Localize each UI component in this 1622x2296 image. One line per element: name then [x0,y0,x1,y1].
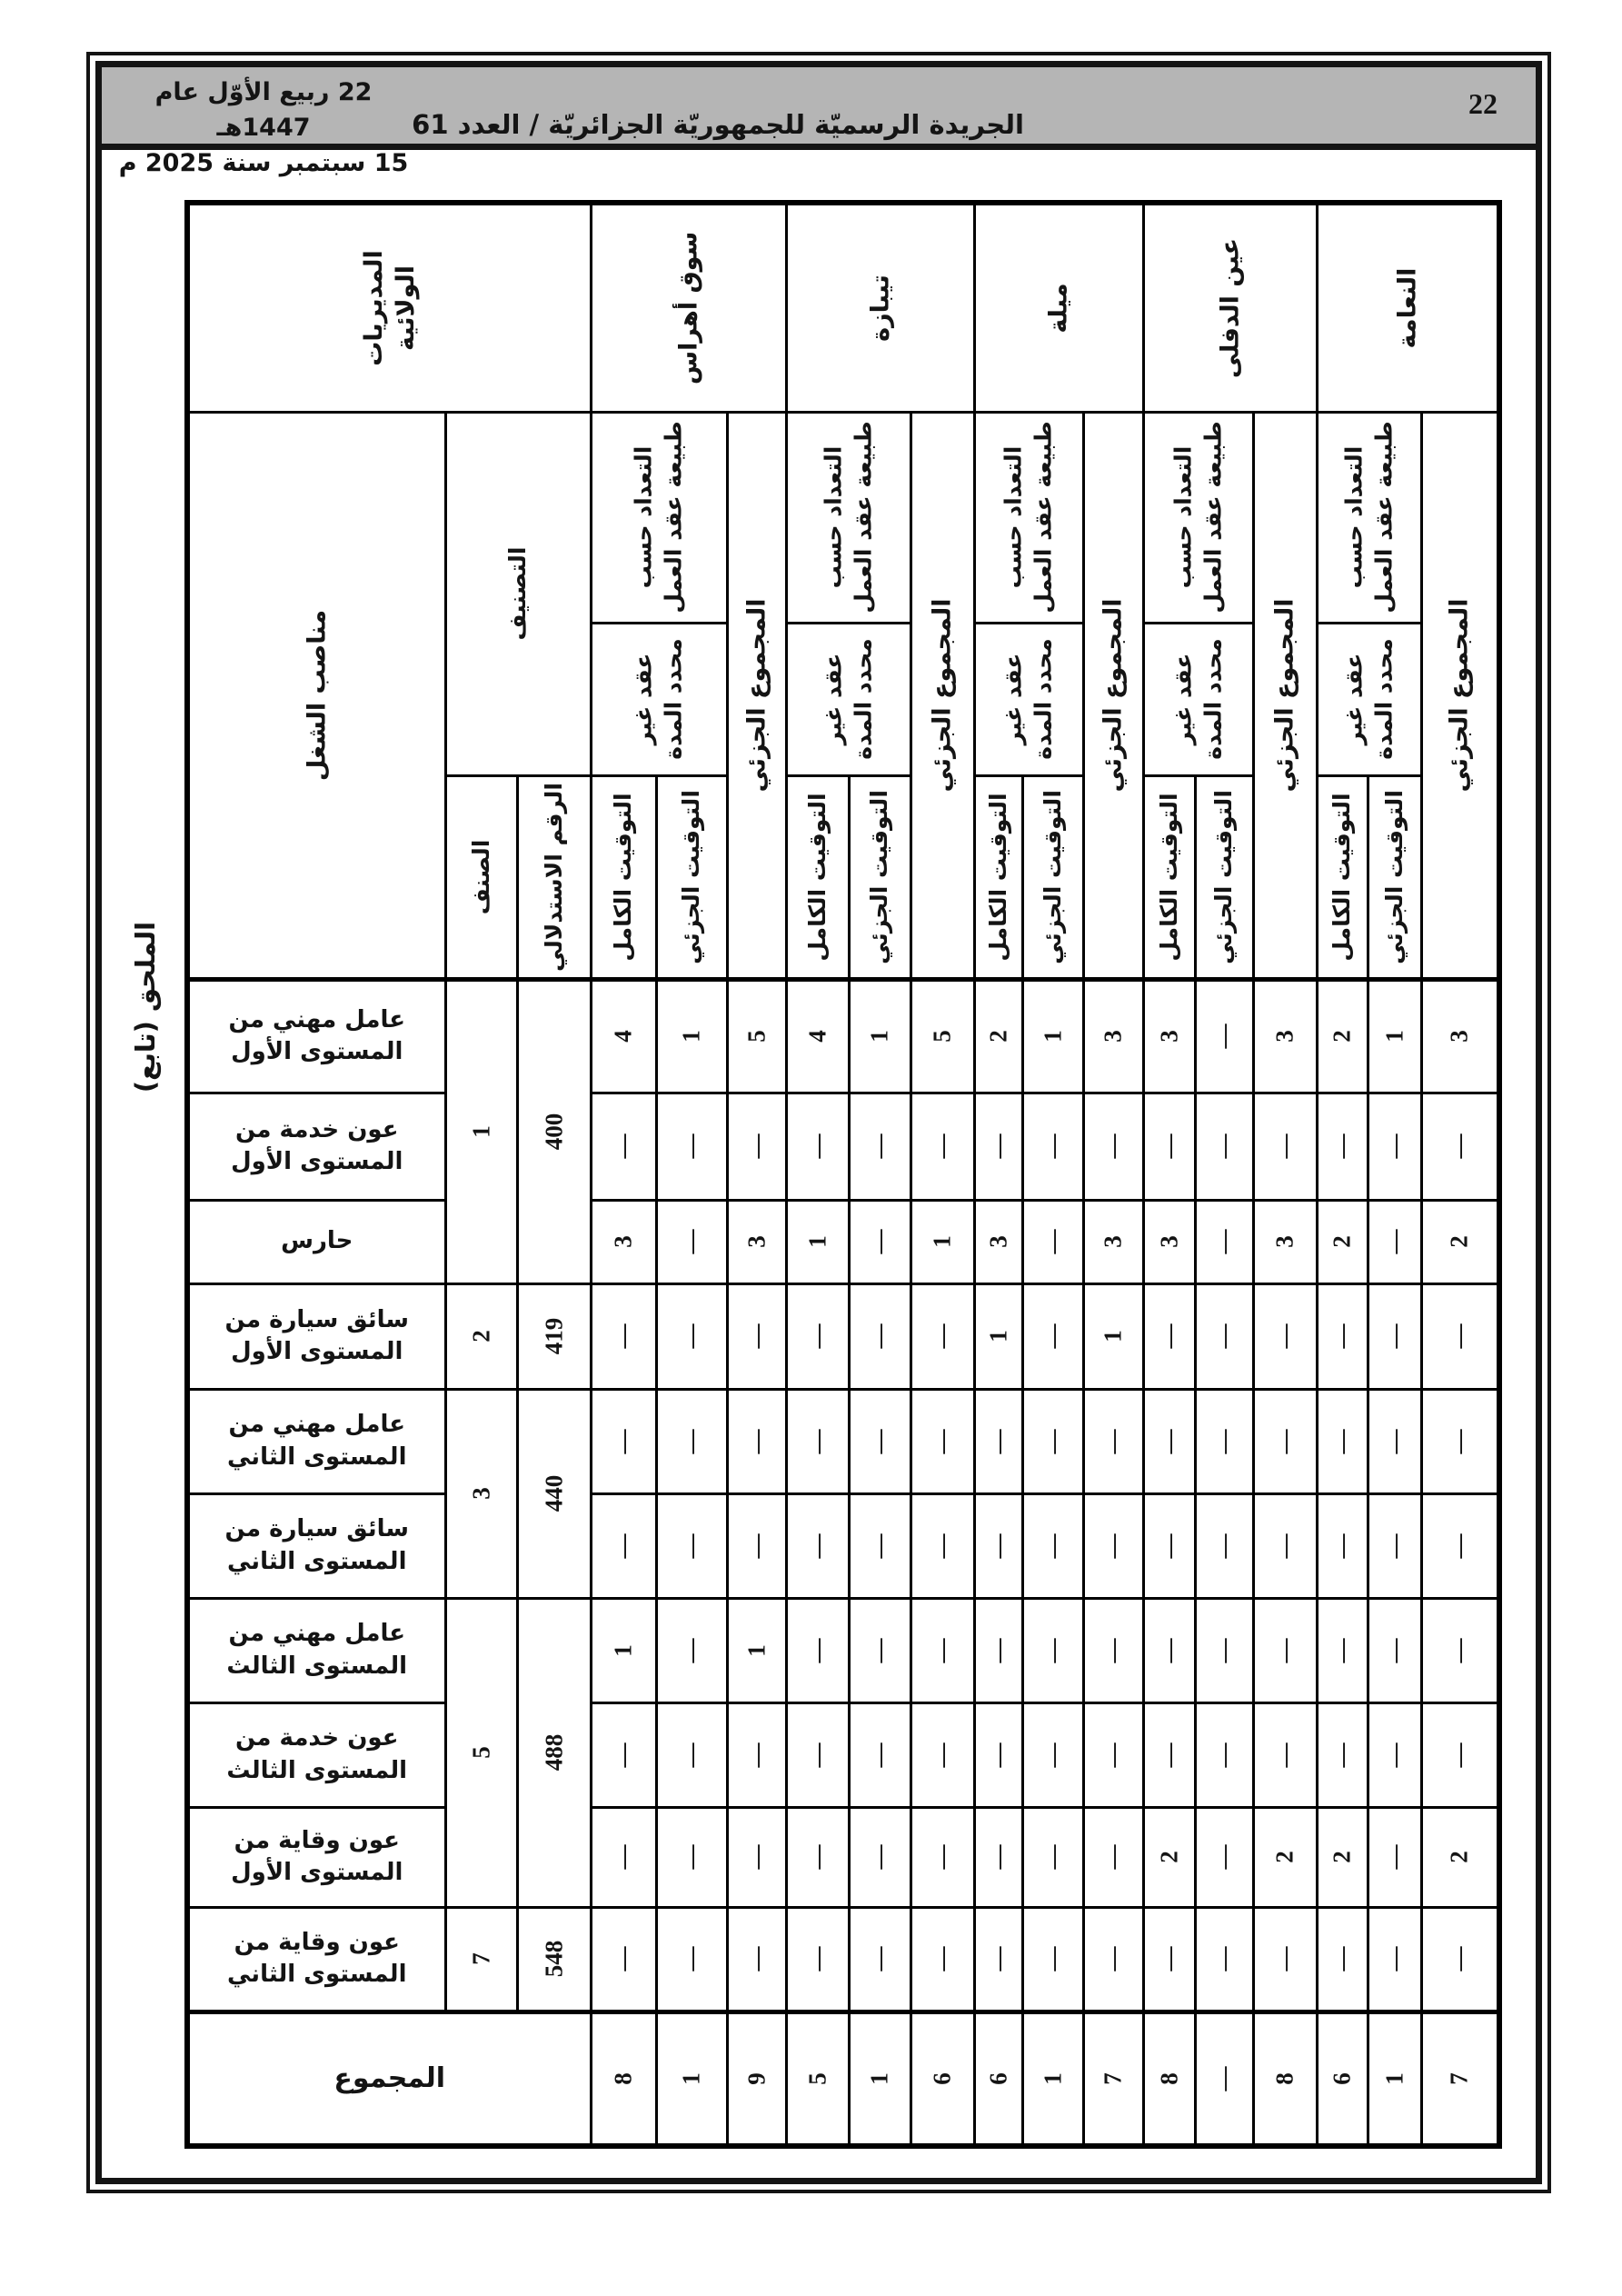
value-cell: — [974,1389,1022,1493]
job-title-cell: عون خدمة من المستوى الثالث [187,1702,445,1807]
value-cell: — [591,1389,656,1493]
census-header: التعداد حسب طبيعة عقد العمل [1143,412,1253,623]
value-cell: 2 [1253,1807,1317,1907]
value-cell: — [727,1907,786,2011]
category-cell: 7 [445,1907,517,2011]
value-cell: 5 [727,979,786,1093]
value-cell: — [1368,1200,1421,1283]
job-title-cell: عامل مهني من المستوى الثالث [187,1598,445,1702]
job-title-cell: عامل مهني من المستوى الثاني [187,1389,445,1493]
value-cell: — [1317,1389,1368,1493]
value-cell: — [974,1598,1022,1702]
value-cell: — [1317,1702,1368,1807]
value-cell: 1 [727,1598,786,1702]
value-cell: — [1368,1598,1421,1702]
value-cell: — [1421,1283,1499,1389]
value-cell: 8 [1143,2011,1195,2146]
job-title-cell: عون وقاية من المستوى الأول [187,1807,445,1907]
value-cell: 3 [591,1200,656,1283]
value-cell: — [1368,1493,1421,1598]
jobs-header: مناصب الشغل [187,412,445,979]
census-header: التعداد حسب طبيعة عقد العمل [1317,412,1421,623]
value-cell: — [656,1200,727,1283]
value-cell: 1 [1083,1283,1143,1389]
value-cell: — [1083,1493,1143,1598]
value-cell: — [1022,1598,1083,1702]
corner-header: المديريات الولائية [187,203,591,412]
value-cell: — [911,1389,974,1493]
value-cell: — [1317,1093,1368,1200]
staff-table [184,200,1502,2149]
value-cell: — [1368,1702,1421,1807]
fulltime-header: التوقيت الكامل [1143,775,1195,979]
value-cell: — [786,1598,849,1702]
value-cell: — [1195,1493,1253,1598]
value-cell: 1 [1022,979,1083,1093]
value-cell: 3 [1253,1200,1317,1283]
job-title-cell: سائق سيارة من المستوى الثاني [187,1493,445,1598]
index-cell: 488 [517,1598,591,1907]
value-cell: — [1143,1493,1195,1598]
table-row [187,1283,1499,1389]
value-cell: — [727,1807,786,1907]
value-cell: 2 [1317,1200,1368,1283]
parttime-header: التوقيت الجزئي [1022,775,1083,979]
table-row [187,1702,1499,1807]
value-cell: — [1368,1283,1421,1389]
job-title-cell: حارس [187,1200,445,1283]
value-cell: — [1253,1702,1317,1807]
census-header: التعداد حسب طبيعة عقد العمل [974,412,1083,623]
value-cell: 7 [1083,2011,1143,2146]
job-title-cell: عون خدمة من المستوى الأول [187,1093,445,1200]
value-cell: — [1421,1598,1499,1702]
subtotal-header: المجموع الجزئي [1253,412,1317,979]
value-cell: 1 [656,979,727,1093]
value-cell: — [727,1702,786,1807]
value-cell: — [786,1702,849,1807]
value-cell: — [1317,1598,1368,1702]
value-cell: — [1421,1389,1499,1493]
value-cell: 2 [1421,1200,1499,1283]
value-cell: — [1368,1807,1421,1907]
value-cell: — [1143,1389,1195,1493]
value-cell: 1 [1368,979,1421,1093]
category-cell: 3 [445,1389,517,1598]
value-cell: — [1368,1093,1421,1200]
value-cell: — [1143,1702,1195,1807]
census-header: التعداد حسب طبيعة عقد العمل [591,412,727,623]
annex-side-label: الملحق (تابع) [130,921,161,1093]
value-cell: — [656,1493,727,1598]
index-cell: 419 [517,1283,591,1389]
value-cell: — [1253,1389,1317,1493]
header-row-census [187,412,1499,623]
value-cell: — [727,1389,786,1493]
value-cell: — [1253,1907,1317,2011]
value-cell: — [911,1493,974,1598]
value-cell: 1 [1022,2011,1083,2146]
value-cell: — [1022,1702,1083,1807]
wilaya-header: النعامة [1317,203,1499,412]
parttime-header: التوقيت الجزئي [1368,775,1421,979]
category-label: الصنف [445,775,517,979]
value-cell: — [656,1907,727,2011]
value-cell: — [1317,1907,1368,2011]
value-cell: 2 [1421,1807,1499,1907]
gregorian-date: 15 سبتمبر سنة 2025 م [118,149,409,178]
value-cell: — [1022,1493,1083,1598]
index-cell: 400 [517,979,591,1283]
value-cell: 3 [1143,1200,1195,1283]
value-cell: 2 [1317,1807,1368,1907]
value-cell: 6 [911,2011,974,2146]
value-cell: — [591,1807,656,1907]
value-cell: — [974,1807,1022,1907]
census-header: التعداد حسب طبيعة عقد العمل [786,412,911,623]
value-cell: — [1083,1598,1143,1702]
value-cell: — [1083,1907,1143,2011]
index-label: الرقم الاستدلالي [517,775,591,979]
value-cell: 8 [1253,2011,1317,2146]
subtotal-header: المجموع الجزئي [727,412,786,979]
value-cell: — [1143,1907,1195,2011]
contract-header: عقد غير محدد المدة [974,623,1083,775]
subtotal-header: المجموع الجزئي [911,412,974,979]
parttime-header: التوقيت الجزئي [849,775,911,979]
value-cell: — [1421,1093,1499,1200]
value-cell: — [1253,1598,1317,1702]
value-cell: — [1421,1907,1499,2011]
value-cell: 1 [786,1200,849,1283]
value-cell: — [849,1200,911,1283]
value-cell: — [1143,1598,1195,1702]
value-cell: 4 [591,979,656,1093]
value-cell: 4 [786,979,849,1093]
table-row [187,1200,1499,1283]
value-cell: — [1022,1807,1083,1907]
hijri-date: 22 ربيع الأوّل عام 1447هـ [154,78,373,143]
value-cell: — [1195,979,1253,1093]
value-cell: — [911,1283,974,1389]
value-cell: — [1083,1389,1143,1493]
value-cell: 6 [1317,2011,1368,2146]
fulltime-header: التوقيت الكامل [1317,775,1368,979]
index-cell: 440 [517,1389,591,1598]
value-cell: 1 [849,979,911,1093]
value-cell: 3 [1143,979,1195,1093]
value-cell: — [974,1093,1022,1200]
value-cell: — [1195,1283,1253,1389]
value-cell: — [849,1283,911,1389]
table-row [187,1598,1499,1702]
value-cell: — [1022,1200,1083,1283]
value-cell: — [786,1283,849,1389]
value-cell: — [1317,1493,1368,1598]
value-cell: — [849,1907,911,2011]
value-cell: — [1195,1807,1253,1907]
value-cell: 6 [974,2011,1022,2146]
value-cell: 3 [727,1200,786,1283]
job-title-cell: عون وقاية من المستوى الثاني [187,1907,445,2011]
value-cell: — [656,1702,727,1807]
journal-title: الجريدة الرسميّة للجمهوريّة الجزائريّة / العدد 61 [412,109,1024,140]
value-cell: — [786,1493,849,1598]
table-row [187,1389,1499,1493]
value-cell: 3 [974,1200,1022,1283]
value-cell: — [786,1389,849,1493]
table-row [187,1093,1499,1200]
value-cell: — [1143,1283,1195,1389]
value-cell: — [911,1702,974,1807]
value-cell: — [786,1093,849,1200]
value-cell: — [656,1807,727,1907]
value-cell: — [849,1702,911,1807]
value-cell: — [849,1493,911,1598]
wilaya-header: ميلة [974,203,1143,412]
job-title-cell: عامل مهني من المستوى الأول [187,979,445,1093]
value-cell: — [911,1907,974,2011]
value-cell: — [911,1807,974,1907]
fulltime-header: التوقيت الكامل [786,775,849,979]
value-cell: — [1317,1283,1368,1389]
value-cell: — [974,1493,1022,1598]
value-cell: — [591,1493,656,1598]
table-row [187,1907,1499,2011]
value-cell: — [1253,1493,1317,1598]
value-cell: — [1022,1283,1083,1389]
wilaya-header: عين الدفلى [1143,203,1317,412]
table-row [187,1493,1499,1598]
value-cell: — [656,1093,727,1200]
total-label: المجموع [187,2011,591,2146]
value-cell: 1 [849,2011,911,2146]
header-dates [109,75,418,181]
value-cell: — [1368,1907,1421,2011]
value-cell: — [1143,1093,1195,1200]
value-cell: 2 [1317,979,1368,1093]
value-cell: 5 [911,979,974,1093]
job-title-cell: سائق سيارة من المستوى الأول [187,1283,445,1389]
value-cell: 9 [727,2011,786,2146]
value-cell: — [656,1283,727,1389]
parttime-header: التوقيت الجزئي [1195,775,1253,979]
value-cell: 3 [1253,979,1317,1093]
value-cell: 2 [1143,1807,1195,1907]
wilaya-header: سوق أهراس [591,203,786,412]
value-cell: 3 [1421,979,1499,1093]
value-cell: — [911,1598,974,1702]
value-cell: — [849,1389,911,1493]
value-cell: — [1421,1493,1499,1598]
value-cell: — [1421,1702,1499,1807]
index-cell: 548 [517,1907,591,2011]
value-cell: — [727,1093,786,1200]
table-row [187,979,1499,1093]
value-cell: — [911,1093,974,1200]
category-cell: 5 [445,1598,517,1907]
value-cell: — [974,1702,1022,1807]
parttime-header: التوقيت الجزئي [656,775,727,979]
value-cell: 2 [974,979,1022,1093]
value-cell: — [1195,2011,1253,2146]
value-cell: — [1195,1702,1253,1807]
page-number: 22 [1468,87,1498,120]
header-row-wilayas [187,203,1499,412]
category-cell: 2 [445,1283,517,1389]
value-cell: — [591,1093,656,1200]
category-cell: 1 [445,979,517,1283]
contract-header: عقد غير محدد المدة [1317,623,1421,775]
value-cell: — [656,1598,727,1702]
subtotal-header: المجموع الجزئي [1421,412,1499,979]
value-cell: — [1195,1200,1253,1283]
table-row [187,1807,1499,1907]
value-cell: — [727,1283,786,1389]
value-cell: 1 [911,1200,974,1283]
fulltime-header: التوقيت الكامل [974,775,1022,979]
value-cell: — [1083,1807,1143,1907]
value-cell: 3 [1083,979,1143,1093]
fulltime-header: التوقيت الكامل [591,775,656,979]
value-cell: 1 [591,1598,656,1702]
value-cell: — [1253,1093,1317,1200]
value-cell: — [591,1907,656,2011]
value-cell: — [849,1807,911,1907]
value-cell: — [786,1807,849,1907]
value-cell: — [1083,1093,1143,1200]
value-cell: 3 [1083,1200,1143,1283]
value-cell: — [656,1389,727,1493]
value-cell: 1 [1368,2011,1421,2146]
page-header-band [102,67,1536,178]
value-cell: — [1368,1389,1421,1493]
value-cell: 8 [591,2011,656,2146]
value-cell: — [1022,1093,1083,1200]
value-cell: — [974,1907,1022,2011]
value-cell: — [1083,1702,1143,1807]
value-cell: — [591,1702,656,1807]
value-cell: 1 [656,2011,727,2146]
value-cell: — [1195,1093,1253,1200]
value-cell: — [591,1283,656,1389]
wilaya-header: تيبازة [786,203,974,412]
subtotal-header: المجموع الجزئي [1083,412,1143,979]
value-cell: — [849,1093,911,1200]
contract-header: عقد غير محدد المدة [786,623,911,775]
value-cell: — [786,1907,849,2011]
value-cell: — [1253,1283,1317,1389]
contract-header: عقد غير محدد المدة [1143,623,1253,775]
total-row [187,2011,1499,2146]
value-cell: — [727,1493,786,1598]
value-cell: — [1022,1907,1083,2011]
value-cell: 5 [786,2011,849,2146]
value-cell: — [1195,1598,1253,1702]
value-cell: — [1022,1389,1083,1493]
value-cell: — [849,1598,911,1702]
value-cell: — [1195,1907,1253,2011]
contract-header: عقد غير محدد المدة [591,623,727,775]
value-cell: — [1195,1389,1253,1493]
classification-header: التصنيف [445,412,591,775]
value-cell: 1 [974,1283,1022,1389]
value-cell: 7 [1421,2011,1499,2146]
